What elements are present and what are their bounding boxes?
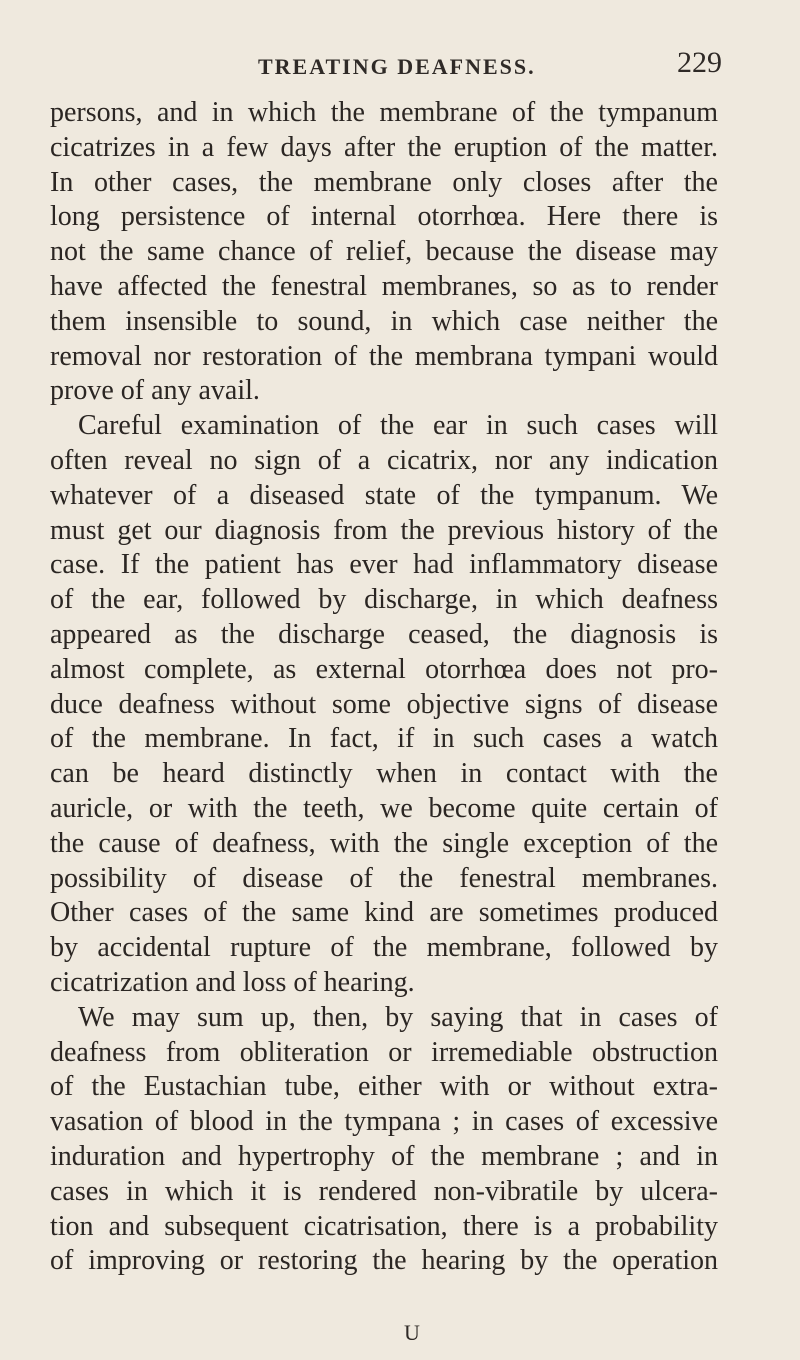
text-line: prove of any avail. [50,375,260,407]
text-line: not the same chance of relief, because the disease may [50,236,718,268]
text-line: possibility of disease of the fenestral membranes. [50,862,718,894]
text-line: deafness from obliteration or irremediable obstruction [50,1036,718,1068]
text-line: of improving or restoring the hearing by the operation [50,1245,718,1277]
text-line: Careful examination of the ear in such cases will [78,410,718,442]
text-line: tion and subsequent cicatrisation, there is a probability [50,1210,718,1242]
text-line: by accidental rupture of the membrane, followed by [50,932,718,964]
text-line: them insensible to sound, in which case neither the [50,305,718,337]
text-line: have affected the fenestral membranes, so as to render [50,270,718,302]
text-line: Other cases of the same kind are sometimes produced [50,897,718,929]
text-line: persons, and in which the membrane of the tympanum [50,97,718,128]
text-line: appeared as the discharge ceased, the diagnosis is [50,618,718,650]
text-line: cases in which it is rendered non-vibratile by ulcera- [50,1175,718,1207]
text-line: long persistence of internal otorrhœa. Here there is [50,201,718,233]
text-line: often reveal no sign of a cicatrix, nor any indication [50,444,718,476]
text-line: can be heard distinctly when in contact with the [50,758,718,790]
page-number: 229 [677,46,722,79]
body-text [50,96,718,1279]
text-line: of the Eustachian tube, either with or without extra- [50,1071,718,1103]
text-line: duce deafness without some objective signs of disease [50,688,718,720]
text-line: auricle, or with the teeth, we become quite certain of [50,792,718,824]
text-line: of the membrane. In fact, if in such cases a watch [50,723,718,755]
text-line: removal nor restoration of the membrana tympani would [50,340,718,372]
text-line: the cause of deafness, with the single exception of the [50,827,718,859]
text-line: vasation of blood in the tympana ; in cases of excessive [50,1106,718,1138]
text-line: almost complete, as external otorrhœa does not pro- [50,653,718,685]
signature-mark: U [404,1320,420,1345]
running-head [0,44,800,84]
text-line: In other cases, the membrane only closes after the [50,166,718,198]
text-line: induration and hypertrophy of the membrane ; and in [50,1140,718,1172]
text-line: must get our diagnosis from the previous history of the [50,514,718,546]
text-line: cicatrizes in a few days after the eruption of the matter. [50,131,718,163]
text-line: case. If the patient has ever had inflammatory disease [50,549,718,581]
running-title: TREATING DEAFNESS. [258,54,536,79]
text-line: We may sum up, then, by saying that in cases of [78,1001,718,1033]
text-line: of the ear, followed by discharge, in which deafness [50,584,718,616]
text-line: cicatrization and loss of hearing. [50,966,415,998]
text-line: whatever of a diseased state of the tympanum. We [50,479,718,511]
